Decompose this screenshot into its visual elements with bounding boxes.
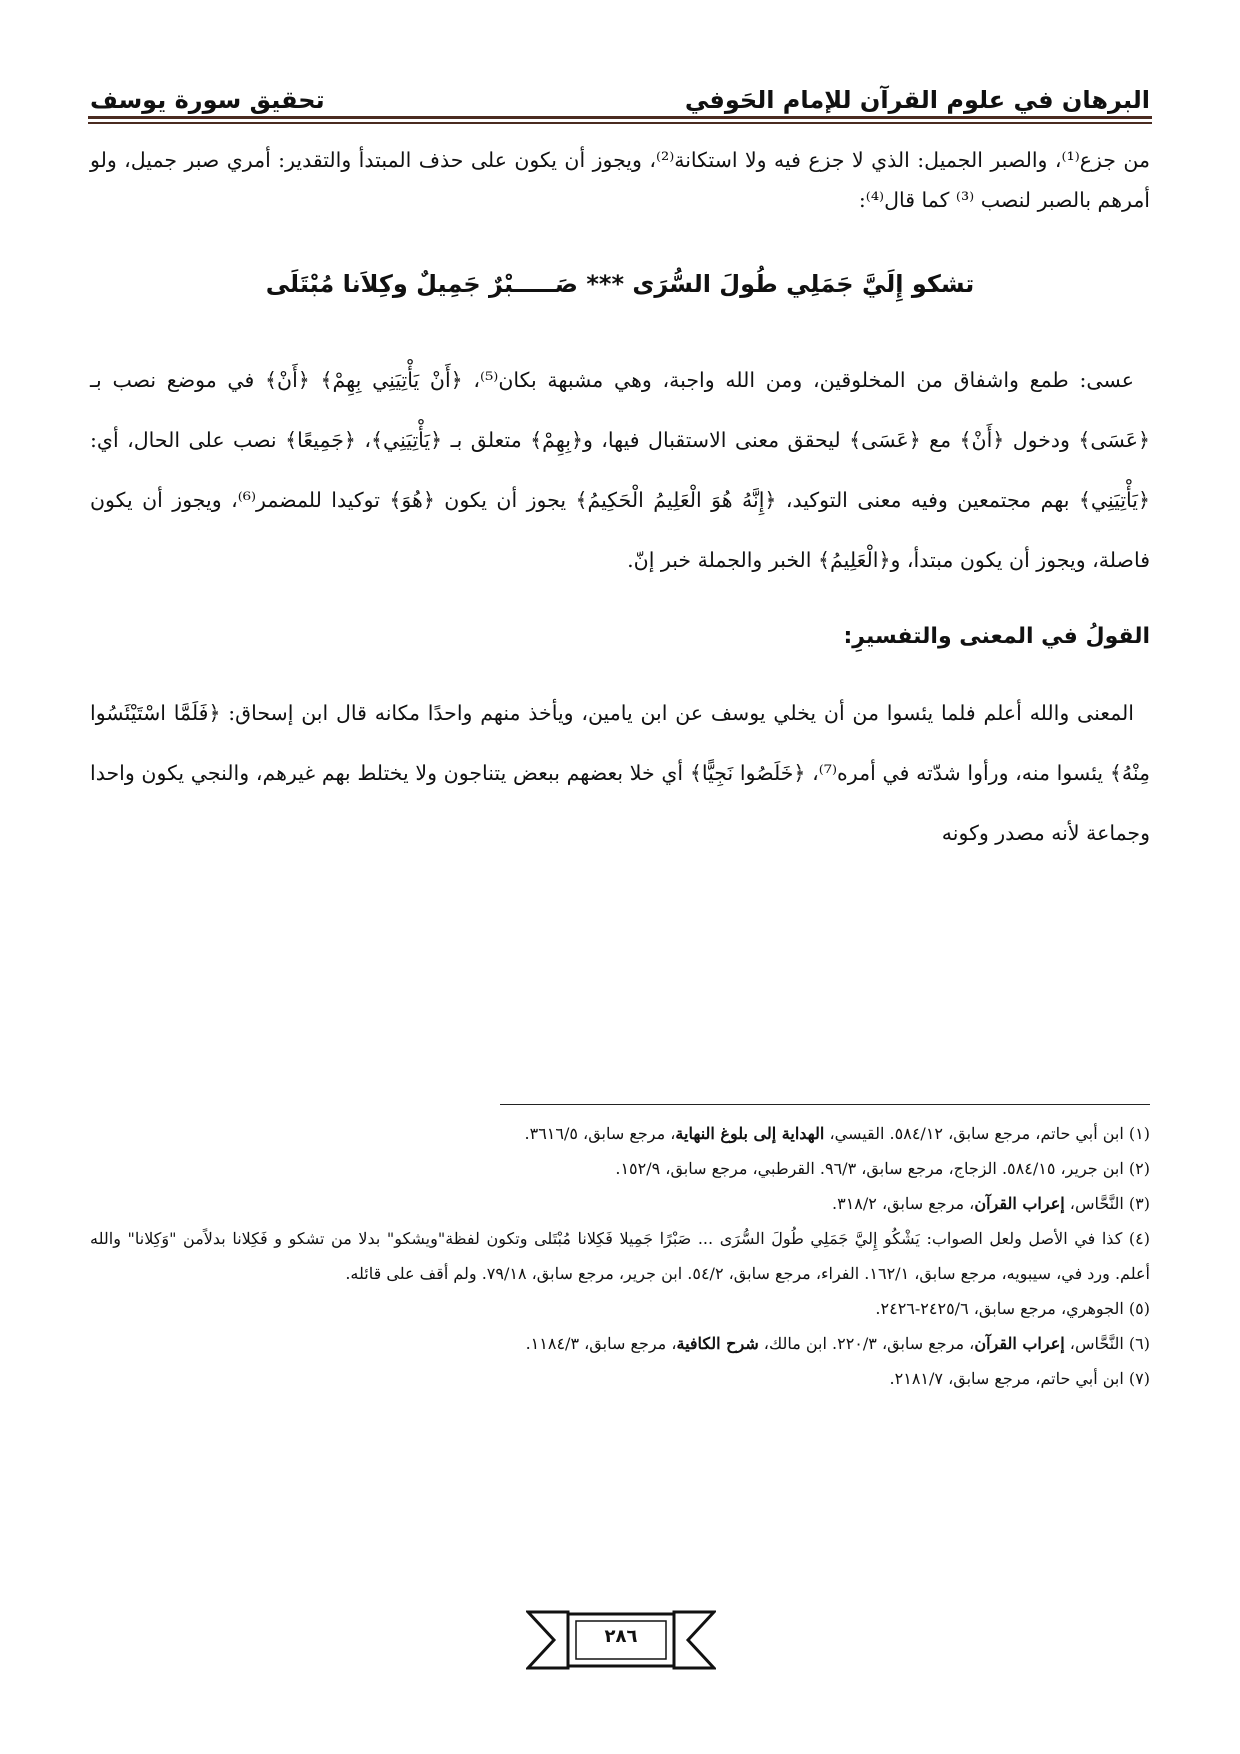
footnote-5: (٥) الجوهري، مرجع سابق، ٢٤٢٥/٦-٢٤٢٦.: [875, 1299, 1150, 1318]
poetry-verse: تشكو إِلَيَّ جَمَلِي طُولَ السُّرَى *** صَـــــبْرٌ جَمِيلٌ وكِلاَنا مُبْتَلَى: [265, 270, 975, 298]
main-text: [90, 140, 1150, 863]
section-heading: القولُ في المعنى والتفسيرِ:: [843, 624, 1150, 649]
footnote-7: (٧) ابن أبي حاتم، مرجع سابق، ٢١٨١/٧.: [889, 1369, 1150, 1388]
running-header: [90, 70, 1150, 114]
page-number: ٢٨٦: [604, 1626, 638, 1647]
header-rule: [88, 116, 1152, 124]
paragraph-3: المعنى والله أعلم فلما يئسوا من أن يخلي يوسف عن ابن يامين، ويأخذ منهم واحدًا مكانه قال ابن إسحاق: ﴿فَلَمَّا اسْتَيْئَسُوا مِنْهُ﴾ يئسوا منه، ورأوا شدّته في أمره⁽⁷⁾، ﴿خَلَصُوا نَجِيًّا﴾ أي خلا بعضهم ببعض يتناجون ولا يختلط بهم غيرهم، والنجي يكون واحدا وجماعة لأنه مصدر وكونه: [90, 701, 1150, 845]
paragraph-1: من جزع⁽¹⁾، والصبر الجميل: الذي لا جزع فيه ولا استكانة⁽²⁾، ويجوز أن يكون على حذف المبتدأ والتقدير: أمري صبر جميل، ولو أمرهم بالصبر لنصب ⁽³⁾ كما قال⁽⁴⁾:: [90, 148, 1150, 212]
page-number-badge: [526, 1610, 716, 1670]
section-title-header: تحقيق سورة يوسف: [90, 86, 325, 114]
footnote-3: (٣) النَّحَّاس، إعراب القرآن، مرجع سابق، ٣١٨/٢.: [832, 1194, 1150, 1213]
footnote-2: (٢) ابن جرير، ٥٨٤/١٥. الزجاج، مرجع سابق، ٩٦/٣. القرطبي، مرجع سابق، ١٥٢/٩.: [615, 1159, 1150, 1178]
footnote-4: (٤) كذا في الأصل ولعل الصواب: يَشْكُو إِليَّ جَمَلِي طُولَ السُّرَى ... صَبْرًا جَمِيلا فَكِلانا مُبْتَلى وتكون لفظة"ويشكو" بدلا من تشكو و فَكِلانا بدلاًمن "وَكِلانا" والله أعلم. ورد في، سيبويه، مرجع سابق، ١٦٢/١. الفراء، مرجع سابق، ٥٤/٢. ابن جرير، مرجع سابق، ٧٩/١٨. ولم أقف على قائله.: [90, 1229, 1150, 1283]
book-title: البرهان في علوم القرآن للإمام الحَوفي: [684, 86, 1150, 114]
footnote-1: (١) ابن أبي حاتم، مرجع سابق، ٥٨٤/١٢. القيسي، الهداية إلى بلوغ النهاية، مرجع سابق، ٣٦١٦/٥.: [524, 1124, 1150, 1143]
footnotes: [90, 1116, 1150, 1396]
paragraph-2: عسى: طمع واشفاق من المخلوقين، ومن الله واجبة، وهي مشبهة بكان⁽⁵⁾، ﴿أَنْ يَأْتِيَنِي بِهِمْ﴾ ﴿أَنْ﴾ في موضع نصب بـ ﴿عَسَى﴾ ودخول ﴿أَنْ﴾ مع ﴿عَسَى﴾ ليحقق معنى الاستقبال فيها، و﴿بِهِمْ﴾ متعلق بـ ﴿يَأْتِيَنِي﴾، ﴿جَمِيعًا﴾ نصب على الحال، أي: ﴿يَأْتِيَنِي﴾ بهم مجتمعين وفيه معنى التوكيد، ﴿إِنَّهُ هُوَ الْعَلِيمُ الْحَكِيمُ﴾ يجوز أن يكون ﴿هُوَ﴾ توكيدا للمضمر⁽⁶⁾، ويجوز أن يكون فاصلة، ويجوز أن يكون مبتدأ، و﴿الْعَلِيمُ﴾ الخبر والجملة خبر إنّ.: [90, 368, 1150, 572]
footnote-separator: [500, 1104, 1150, 1105]
footnote-6: (٦) النَّحَّاس، إعراب القرآن، مرجع سابق، ٢٢٠/٣. ابن مالك، شرح الكافية، مرجع سابق، ١١٨٤/٣.: [525, 1334, 1150, 1353]
